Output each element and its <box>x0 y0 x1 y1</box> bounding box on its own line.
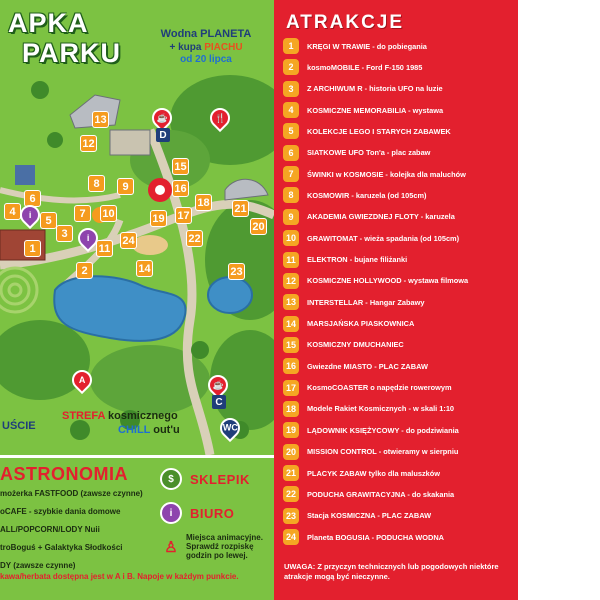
attraction-item[interactable] <box>283 465 440 481</box>
attraction-number-badge: 24 <box>283 529 299 545</box>
water-park-sand-highlight: PIACHU <box>204 41 243 53</box>
map-marker[interactable]: 14 <box>136 260 153 277</box>
attraction-name: PODUCHA GRAWITACYJNA - do skakania <box>307 489 455 499</box>
attraction-item[interactable] <box>283 401 454 417</box>
food-pin-icon[interactable]: 🍴 <box>206 104 234 132</box>
map-marker[interactable]: 6 <box>24 190 41 207</box>
attraction-name: SIATKOWE UFO Ton'a - plac zabaw <box>307 148 431 158</box>
attraction-name: GRAWITOMAT - wieża spadania (od 105cm) <box>307 233 460 243</box>
attraction-name: Modele Rakiet Kosmicznych - w skali 1:10 <box>307 404 455 414</box>
exit-label: UŚCIE <box>2 420 36 432</box>
office-pin-icon[interactable]: i <box>16 201 44 229</box>
attraction-number-badge: 16 <box>283 358 299 374</box>
attraction-item[interactable] <box>283 422 459 438</box>
office-icon: i <box>160 502 182 524</box>
attraction-number-badge: 7 <box>283 166 299 182</box>
food-pin-letter: C <box>212 395 226 409</box>
attraction-number-badge: 20 <box>283 444 299 460</box>
map-marker[interactable]: 1 <box>24 240 41 257</box>
attraction-item[interactable] <box>283 508 431 524</box>
attraction-item[interactable] <box>283 358 428 374</box>
attraction-name: Stacja KOSMICZNA - PLAC ZABAW <box>307 511 432 521</box>
map-title-line1: APKA <box>8 8 89 38</box>
attraction-name: INTERSTELLAR - Hangar Zabawy <box>307 297 425 307</box>
attraction-number-badge: 10 <box>283 230 299 246</box>
attraction-item[interactable] <box>283 380 452 396</box>
animation-note <box>186 533 263 561</box>
attraction-item[interactable] <box>283 294 424 310</box>
map-marker[interactable]: 2 <box>76 262 93 279</box>
map-marker[interactable]: 7 <box>74 205 91 222</box>
map-marker[interactable]: 20 <box>250 218 267 235</box>
attraction-item[interactable] <box>283 102 443 118</box>
water-park-sand <box>138 42 274 55</box>
attraction-number-badge: 8 <box>283 187 299 203</box>
office-label: BIURO <box>190 506 235 521</box>
animation-note-line: Miejsca animacyjne. <box>186 533 263 542</box>
food-pin-icon[interactable]: ☕ <box>204 371 232 399</box>
office-pin-icon[interactable]: i <box>74 224 102 252</box>
map-title-line2: PARKU <box>22 38 121 68</box>
attraction-number-badge: 21 <box>283 465 299 481</box>
attraction-number-badge: 19 <box>283 422 299 438</box>
water-park-date: od 20 lipca <box>180 54 232 66</box>
animation-note-line: Sprawdź rozpiskę <box>186 542 254 552</box>
water-park-name: Wodna PLANETA <box>160 28 252 40</box>
attraction-number-badge: 12 <box>283 273 299 289</box>
attraction-name: kosmoMOBILE - Ford F-150 1985 <box>307 62 423 72</box>
attractions-note: UWAGA: Z przyczyn technicznych lub pogodowych niektóre atrakcje mogą być nieczynne. <box>284 562 499 581</box>
attraction-name: KOSMICZNY DMUCHANIEC <box>307 340 404 350</box>
attraction-name: KOSMOWIR - karuzela (od 105cm) <box>307 190 427 200</box>
attraction-name: Gwiezdne MIASTO - PLAC ZABAW <box>307 361 428 371</box>
attraction-item[interactable] <box>283 486 454 502</box>
map-marker[interactable]: 22 <box>186 230 203 247</box>
attraction-item[interactable] <box>283 444 458 460</box>
map-marker[interactable]: 18 <box>195 194 212 211</box>
animation-note-line: godzin po lewej. <box>186 551 248 561</box>
chill-zone-rest: kosmicznego <box>105 410 178 422</box>
attraction-number-badge: 23 <box>283 508 299 524</box>
attraction-item[interactable] <box>283 81 443 97</box>
attraction-name: Z ARCHIWUM R - historia UFO na luzie <box>307 84 443 94</box>
map-marker[interactable]: 24 <box>120 232 137 249</box>
shop-icon: $ <box>160 468 182 490</box>
animation-icon: ♙ <box>164 539 178 556</box>
attraction-name: ŚWINKI w KOSMOSIE - kolejka dla maluchów <box>307 169 466 179</box>
gastro-item: ALL/POPCORN/LODY Nuii <box>0 525 100 534</box>
attraction-number-badge: 18 <box>283 401 299 417</box>
gastro-item: możerka FASTFOOD (zawsze czynne) <box>0 489 143 498</box>
map-marker[interactable]: 4 <box>4 203 21 220</box>
attraction-name: LĄDOWNIK KSIĘŻYCOWY - do podziwiania <box>307 425 459 435</box>
attractions-title: ATRAKCJE <box>286 12 405 33</box>
attraction-number-badge: 2 <box>283 59 299 75</box>
attraction-name: KOSMICZNE HOLLYWOOD - wystawa filmowa <box>307 276 469 286</box>
gastro-item: oCAFE - szybkie dania domowe <box>0 507 121 516</box>
chill-zone-chill: CHILL <box>118 424 151 436</box>
gastro-item: DY (zawsze czynne) <box>0 561 76 570</box>
attraction-item[interactable] <box>283 187 427 203</box>
attraction-item[interactable] <box>283 316 414 332</box>
attractions-panel <box>274 0 518 600</box>
map-marker[interactable]: 23 <box>228 263 245 280</box>
attraction-number-badge: 15 <box>283 337 299 353</box>
map-marker[interactable]: 12 <box>80 135 97 152</box>
map-marker[interactable]: 8 <box>88 175 105 192</box>
shop-label: SKLEPIK <box>190 472 250 487</box>
attraction-name: AKADEMIA GWIEZDNEJ FLOTY - karuzela <box>307 212 455 222</box>
attraction-item[interactable] <box>283 337 404 353</box>
attraction-number-badge: 1 <box>283 38 299 54</box>
map-marker[interactable]: 13 <box>92 111 109 128</box>
chill-zone-label <box>62 410 178 422</box>
attraction-name: MISSION CONTROL - otwieramy w sierpniu <box>307 447 459 457</box>
attraction-number-badge: 9 <box>283 209 299 225</box>
attraction-item[interactable] <box>283 230 459 246</box>
map-marker[interactable]: 9 <box>117 178 134 195</box>
water-park-sand-prefix: + kupa <box>169 41 205 53</box>
gastro-footer: kawa/herbata dostępna jest w A i B. Napoje w każdym punkcie. <box>0 572 239 581</box>
gastro-item: troBoguś + Galaktyka Słodkości <box>0 543 123 552</box>
attraction-item[interactable] <box>283 529 444 545</box>
attraction-number-badge: 14 <box>283 316 299 332</box>
map-marker[interactable]: 10 <box>100 205 117 222</box>
attraction-item[interactable] <box>283 123 451 139</box>
attraction-name: MARSJAŃSKA PIASKOWNICA <box>307 319 415 329</box>
attraction-name: KosmoCOASTER o napędzie rowerowym <box>307 383 452 393</box>
attraction-name: Planeta BOGUSIA - PODUCHA WODNA <box>307 532 445 542</box>
chill-zone-out: out'u <box>150 424 180 436</box>
attraction-number-badge: 11 <box>283 252 299 268</box>
chill-zone-strefa: STREFA <box>62 410 105 422</box>
map-marker[interactable]: 5 <box>40 212 57 229</box>
map-marker[interactable]: 19 <box>150 210 167 227</box>
blank-margin <box>518 0 600 600</box>
chill-zone-label-2 <box>118 424 180 436</box>
food-pin-letter: D <box>156 128 170 142</box>
water-park-info <box>138 28 274 67</box>
attraction-item[interactable] <box>283 166 466 182</box>
gastronomy-title: ASTRONOMIA <box>0 464 128 484</box>
attraction-name: KOLEKCJE LEGO I STARYCH ZABAWEK <box>307 126 451 136</box>
map-marker[interactable]: 3 <box>56 225 73 242</box>
attraction-number-badge: 4 <box>283 102 299 118</box>
toilet-pin-icon[interactable]: WC <box>216 414 244 442</box>
attraction-name: ELEKTRON - bujane filiżanki <box>307 255 408 264</box>
attraction-item[interactable] <box>283 252 407 268</box>
attraction-number-badge: 13 <box>283 294 299 310</box>
attraction-item[interactable] <box>283 209 455 225</box>
attraction-item[interactable] <box>283 59 422 75</box>
attraction-item[interactable] <box>283 38 427 54</box>
attraction-number-badge: 17 <box>283 380 299 396</box>
attraction-number-badge: 22 <box>283 486 299 502</box>
attraction-name: KOSMICZNE MEMORABILIA - wystawa <box>307 105 444 115</box>
animation-pin-icon[interactable]: A <box>68 366 96 394</box>
attraction-name: PLACYK ZABAW tylko dla maluszków <box>307 468 441 478</box>
map-marker[interactable]: 21 <box>232 200 249 217</box>
attraction-number-badge: 6 <box>283 145 299 161</box>
food-pin-icon[interactable]: ☕ <box>148 104 176 132</box>
attraction-item[interactable] <box>283 145 430 161</box>
attraction-number-badge: 3 <box>283 81 299 97</box>
map-marker[interactable]: 11 <box>96 240 113 257</box>
map-marker[interactable]: 17 <box>175 207 192 224</box>
attraction-number-badge: 5 <box>283 123 299 139</box>
attraction-item[interactable] <box>283 273 468 289</box>
attraction-name: KRĘGI W TRAWIE - do pobiegania <box>307 41 427 51</box>
map-marker[interactable]: 16 <box>172 180 189 197</box>
map-marker[interactable]: 15 <box>172 158 189 175</box>
